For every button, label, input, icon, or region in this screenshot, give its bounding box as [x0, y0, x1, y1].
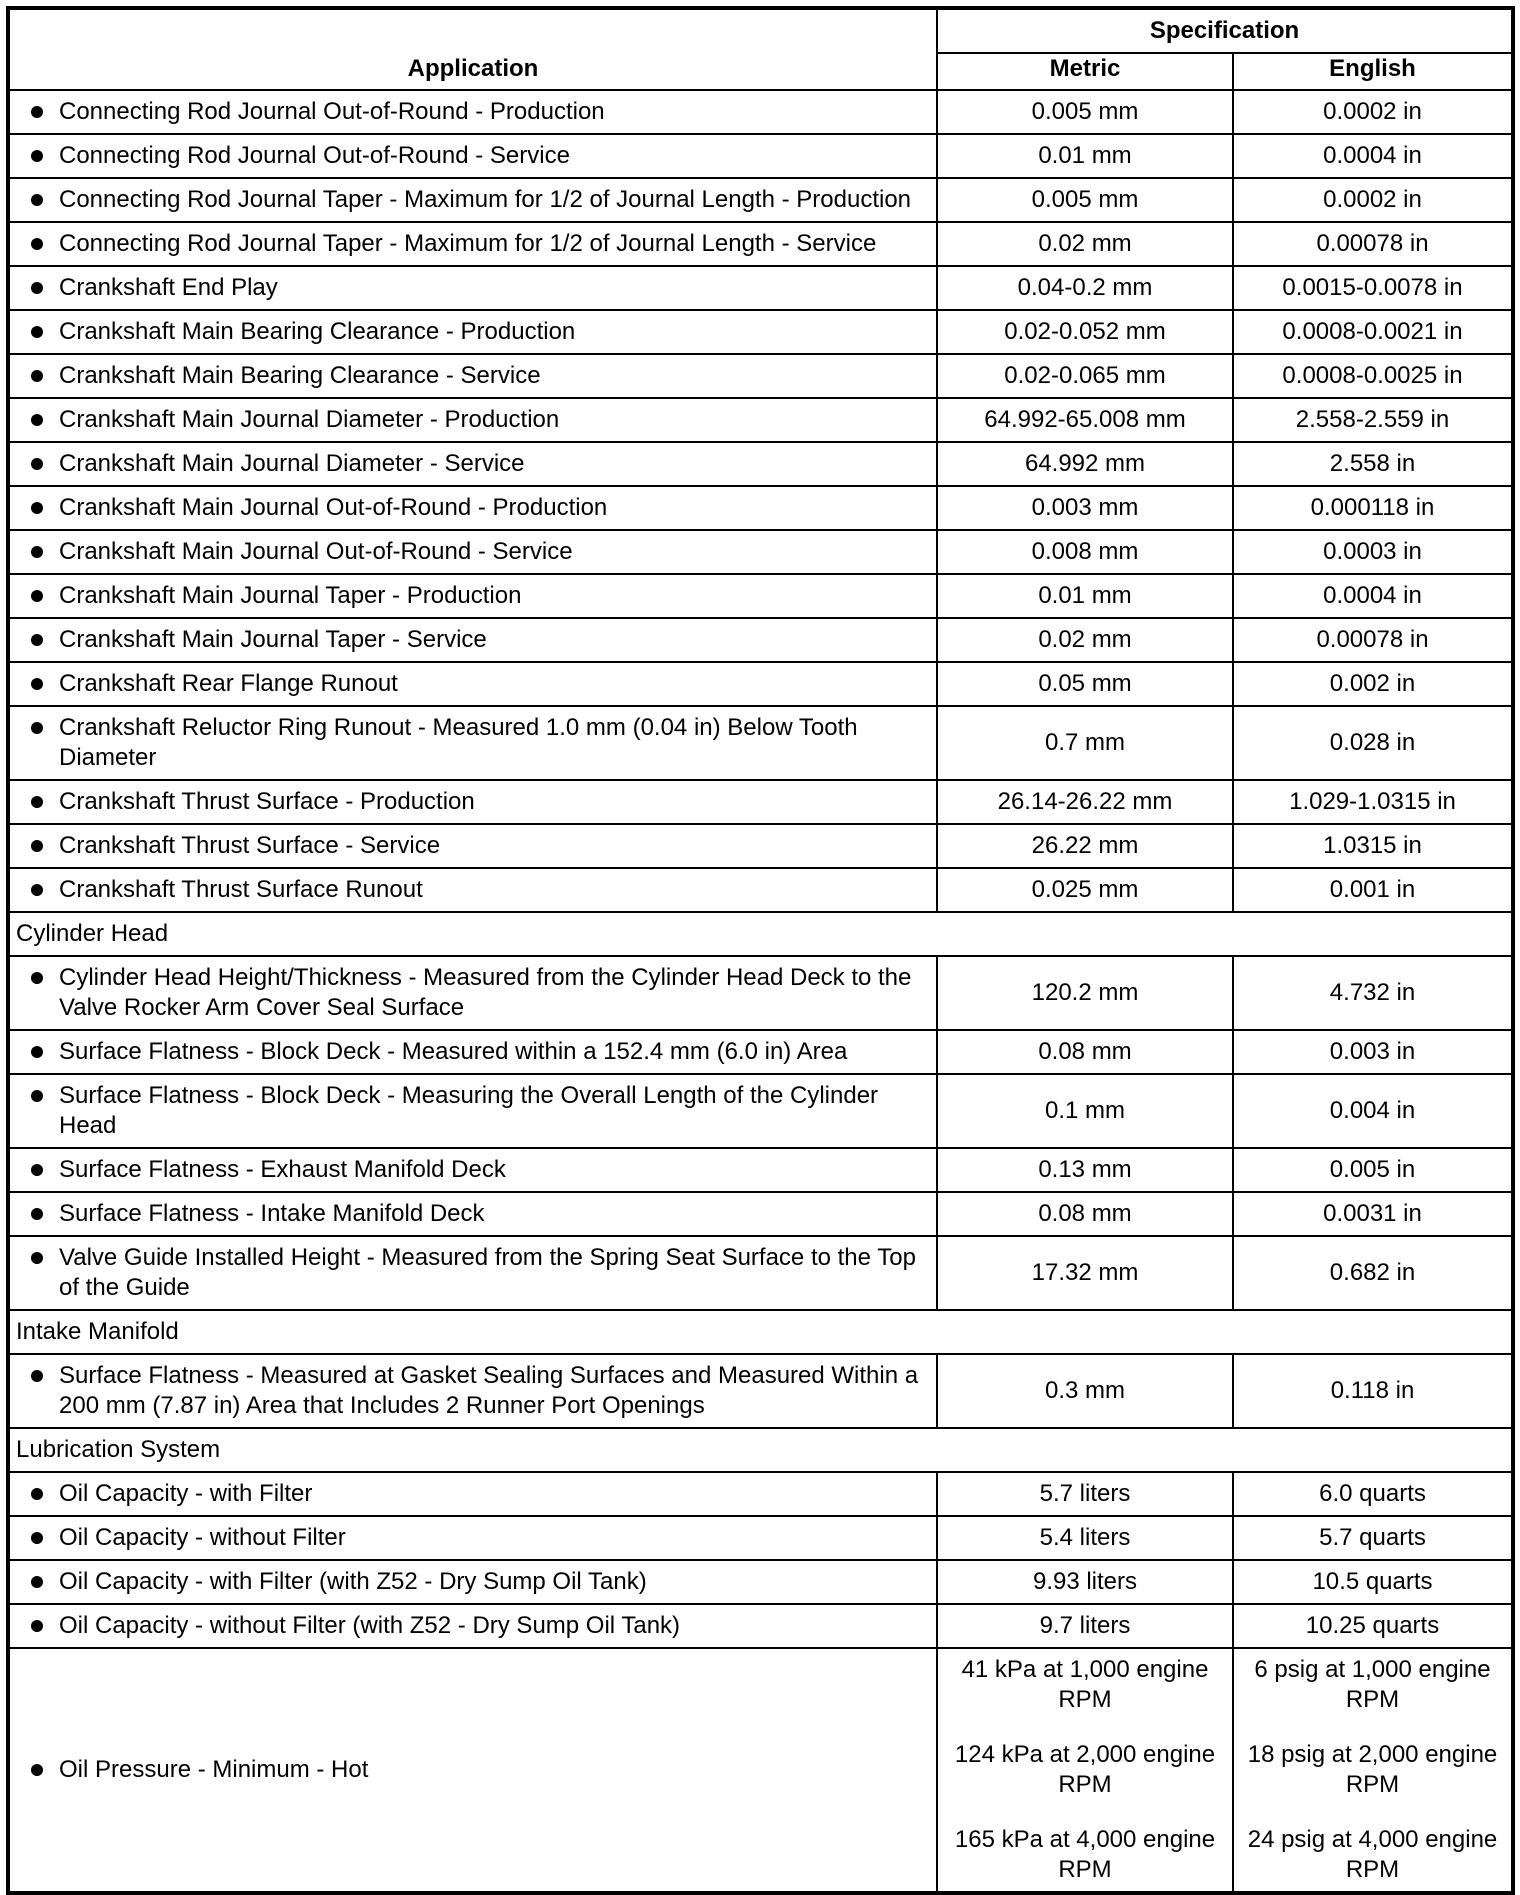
english-value-cell: 4.732 in: [1233, 956, 1513, 1030]
metric-value-cell: [937, 1648, 1233, 1893]
section-heading: Lubrication System: [8, 1428, 1513, 1472]
bullet-icon: [31, 150, 43, 162]
application-cell: [8, 1236, 937, 1310]
english-value-cell: 5.7 quarts: [1233, 1516, 1513, 1560]
table-row: [8, 618, 1513, 662]
table-row: [8, 1192, 1513, 1236]
application-cell: [8, 354, 937, 398]
application-text: Crankshaft Main Journal Taper - Production: [59, 582, 522, 609]
application-cell: [8, 1354, 937, 1428]
table-row: [8, 1516, 1513, 1560]
bullet-icon: [31, 634, 43, 646]
application-cell: [8, 1192, 937, 1236]
table-row: [8, 530, 1513, 574]
metric-value-cell: 26.14-26.22 mm: [937, 780, 1233, 824]
section-heading: Intake Manifold: [8, 1310, 1513, 1354]
table-body: [8, 90, 1513, 1893]
application-cell: [8, 574, 937, 618]
english-value-cell: 10.25 quarts: [1233, 1604, 1513, 1648]
metric-value-cell: 64.992-65.008 mm: [937, 398, 1233, 442]
application-text: Crankshaft Reluctor Ring Runout - Measured 1.0 mm (0.04 in) Below Tooth Diameter: [59, 714, 858, 771]
english-value-cell: 0.002 in: [1233, 662, 1513, 706]
application-text: Surface Flatness - Block Deck - Measuring the Overall Length of the Cylinder Head: [59, 1082, 879, 1139]
application-cell: [8, 706, 937, 780]
bullet-icon: [31, 590, 43, 602]
english-value-line: 24 psig at 4,000 engine RPM: [1247, 1826, 1498, 1883]
table-row: [8, 90, 1513, 134]
application-cell: [8, 134, 937, 178]
english-value-cell: 0.00078 in: [1233, 618, 1513, 662]
application-text: Oil Pressure - Minimum - Hot: [59, 1756, 369, 1783]
english-value-cell: 0.0031 in: [1233, 1192, 1513, 1236]
metric-value-cell: 0.1 mm: [937, 1074, 1233, 1148]
english-value-cell: 0.005 in: [1233, 1148, 1513, 1192]
bullet-icon: [31, 1252, 43, 1264]
header-english: English: [1233, 53, 1513, 90]
bullet-icon: [31, 840, 43, 852]
english-value-line: 6 psig at 1,000 engine RPM: [1254, 1656, 1491, 1713]
english-value-cell: 2.558-2.559 in: [1233, 398, 1513, 442]
bullet-icon: [31, 502, 43, 514]
section-row: [8, 1428, 1513, 1472]
metric-value-cell: 0.08 mm: [937, 1030, 1233, 1074]
section-heading: Cylinder Head: [8, 912, 1513, 956]
bullet-icon: [31, 1576, 43, 1588]
table-row: [8, 486, 1513, 530]
application-text: Connecting Rod Journal Out-of-Round - Service: [59, 142, 570, 169]
header-specification: Specification: [937, 8, 1513, 53]
bullet-icon: [31, 678, 43, 690]
english-value-cell: 0.004 in: [1233, 1074, 1513, 1148]
table-row: [8, 706, 1513, 780]
section-row: [8, 1310, 1513, 1354]
metric-value-cell: 0.05 mm: [937, 662, 1233, 706]
english-value-cell: 0.000118 in: [1233, 486, 1513, 530]
english-value-cell: [1233, 1648, 1513, 1893]
table-row: [8, 1354, 1513, 1428]
bullet-icon: [31, 884, 43, 896]
bullet-icon: [31, 194, 43, 206]
application-cell: [8, 824, 937, 868]
bullet-icon: [31, 1532, 43, 1544]
bullet-icon: [31, 414, 43, 426]
table-row: [8, 956, 1513, 1030]
metric-value-cell: 5.4 liters: [937, 1516, 1233, 1560]
application-text: Connecting Rod Journal Taper - Maximum for 1/2 of Journal Length - Production: [59, 186, 912, 213]
application-text: Oil Capacity - without Filter (with Z52 - Dry Sump Oil Tank): [59, 1612, 681, 1639]
application-text: Crankshaft Thrust Surface - Production: [59, 788, 475, 815]
bullet-icon: [31, 722, 43, 734]
metric-value-cell: 0.02 mm: [937, 618, 1233, 662]
bullet-icon: [31, 1090, 43, 1102]
table-row: [8, 1074, 1513, 1148]
metric-value-cell: 0.01 mm: [937, 134, 1233, 178]
english-value-cell: 0.0015-0.0078 in: [1233, 266, 1513, 310]
application-text: Connecting Rod Journal Out-of-Round - Production: [59, 98, 605, 125]
english-value-cell: 0.0008-0.0025 in: [1233, 354, 1513, 398]
metric-value-cell: 0.02-0.065 mm: [937, 354, 1233, 398]
table-row: [8, 1604, 1513, 1648]
metric-value-cell: 26.22 mm: [937, 824, 1233, 868]
table-row: [8, 442, 1513, 486]
table-row: [8, 266, 1513, 310]
application-cell: [8, 486, 937, 530]
application-cell: [8, 1516, 937, 1560]
metric-value-cell: 0.005 mm: [937, 90, 1233, 134]
application-cell: [8, 1560, 937, 1604]
metric-value-cell: 0.7 mm: [937, 706, 1233, 780]
application-text: Surface Flatness - Block Deck - Measured within a 152.4 mm (6.0 in) Area: [59, 1038, 848, 1065]
bullet-icon: [31, 282, 43, 294]
english-value-cell: 1.0315 in: [1233, 824, 1513, 868]
application-text: Surface Flatness - Measured at Gasket Sealing Surfaces and Measured Within a 200 mm (7.87 in) Area that Includes 2 Runner Port Openings: [59, 1362, 919, 1419]
application-text: Surface Flatness - Exhaust Manifold Deck: [59, 1156, 506, 1183]
header-application: Application: [8, 8, 937, 90]
metric-value-cell: 5.7 liters: [937, 1472, 1233, 1516]
header-row-top: [8, 8, 1513, 53]
english-value-cell: 0.003 in: [1233, 1030, 1513, 1074]
bullet-icon: [31, 1620, 43, 1632]
section-row: [8, 912, 1513, 956]
table-row: [8, 310, 1513, 354]
application-text: Crankshaft End Play: [59, 274, 278, 301]
bullet-icon: [31, 1046, 43, 1058]
english-value-cell: 0.682 in: [1233, 1236, 1513, 1310]
table-row: [8, 780, 1513, 824]
application-cell: [8, 1472, 937, 1516]
english-value-cell: 0.00078 in: [1233, 222, 1513, 266]
english-value-cell: 0.118 in: [1233, 1354, 1513, 1428]
english-value-cell: 0.0002 in: [1233, 178, 1513, 222]
table-row: [8, 574, 1513, 618]
application-text: Crankshaft Thrust Surface Runout: [59, 876, 423, 903]
metric-value-cell: 17.32 mm: [937, 1236, 1233, 1310]
application-text: Crankshaft Main Bearing Clearance - Production: [59, 318, 576, 345]
metric-value-cell: 0.005 mm: [937, 178, 1233, 222]
metric-value-line: 165 kPa at 4,000 engine RPM: [954, 1826, 1216, 1883]
bullet-icon: [31, 458, 43, 470]
metric-value-cell: 0.02 mm: [937, 222, 1233, 266]
table-row: [8, 824, 1513, 868]
table-row: [8, 222, 1513, 266]
english-value-cell: 0.028 in: [1233, 706, 1513, 780]
bullet-icon: [31, 546, 43, 558]
application-text: Crankshaft Rear Flange Runout: [59, 670, 398, 697]
application-cell: [8, 1604, 937, 1648]
table-row: [8, 398, 1513, 442]
metric-value-cell: 0.3 mm: [937, 1354, 1233, 1428]
specification-table: [6, 6, 1515, 1895]
english-value-cell: 10.5 quarts: [1233, 1560, 1513, 1604]
application-text: Crankshaft Main Journal Diameter - Production: [59, 406, 560, 433]
metric-value-cell: 0.01 mm: [937, 574, 1233, 618]
application-text: Surface Flatness - Intake Manifold Deck: [59, 1200, 485, 1227]
application-text: Crankshaft Main Journal Out-of-Round - Production: [59, 494, 608, 521]
table-row: [8, 1236, 1513, 1310]
application-text: Crankshaft Main Journal Taper - Service: [59, 626, 487, 653]
metric-value-cell: 0.02-0.052 mm: [937, 310, 1233, 354]
application-text: Crankshaft Main Journal Diameter - Service: [59, 450, 525, 477]
application-cell: [8, 1030, 937, 1074]
application-cell: [8, 1148, 937, 1192]
metric-value-line: 124 kPa at 2,000 engine RPM: [954, 1741, 1216, 1798]
application-text: Oil Capacity - with Filter (with Z52 - Dry Sump Oil Tank): [59, 1568, 647, 1595]
application-text: Oil Capacity - without Filter: [59, 1524, 346, 1551]
english-value-line: 18 psig at 2,000 engine RPM: [1247, 1741, 1498, 1798]
table-row: [8, 868, 1513, 912]
bullet-icon: [31, 796, 43, 808]
application-cell: [8, 442, 937, 486]
bullet-icon: [31, 972, 43, 984]
table-row: [8, 662, 1513, 706]
metric-value-cell: 0.008 mm: [937, 530, 1233, 574]
metric-value-cell: 9.93 liters: [937, 1560, 1233, 1604]
metric-value-cell: 0.003 mm: [937, 486, 1233, 530]
bullet-icon: [31, 370, 43, 382]
application-text: Cylinder Head Height/Thickness - Measured from the Cylinder Head Deck to the Valve Rocker Arm Cover Seal Surface: [59, 964, 912, 1021]
application-cell: [8, 398, 937, 442]
metric-value-cell: 64.992 mm: [937, 442, 1233, 486]
application-cell: [8, 868, 937, 912]
english-value-cell: 1.029-1.0315 in: [1233, 780, 1513, 824]
bullet-icon: [31, 1764, 43, 1776]
english-value-cell: 0.0002 in: [1233, 90, 1513, 134]
table-row: [8, 134, 1513, 178]
application-cell: [8, 178, 937, 222]
metric-value-cell: 0.025 mm: [937, 868, 1233, 912]
bullet-icon: [31, 1370, 43, 1382]
application-cell: [8, 662, 937, 706]
application-text: Connecting Rod Journal Taper - Maximum for 1/2 of Journal Length - Service: [59, 230, 877, 257]
table-row: [8, 1030, 1513, 1074]
english-value-cell: 6.0 quarts: [1233, 1472, 1513, 1516]
bullet-icon: [31, 1488, 43, 1500]
english-value-cell: 0.0008-0.0021 in: [1233, 310, 1513, 354]
application-text: Crankshaft Main Bearing Clearance - Service: [59, 362, 541, 389]
english-value-cell: 0.001 in: [1233, 868, 1513, 912]
english-value-cell: 0.0004 in: [1233, 134, 1513, 178]
table-row: [8, 178, 1513, 222]
metric-value-cell: 0.04-0.2 mm: [937, 266, 1233, 310]
english-value-cell: 0.0003 in: [1233, 530, 1513, 574]
application-cell: [8, 1074, 937, 1148]
bullet-icon: [31, 238, 43, 250]
application-cell: [8, 222, 937, 266]
application-cell: [8, 266, 937, 310]
application-cell: [8, 618, 937, 662]
metric-value-cell: 9.7 liters: [937, 1604, 1233, 1648]
table-row: [8, 1648, 1513, 1893]
application-cell: [8, 780, 937, 824]
bullet-icon: [31, 326, 43, 338]
table-row: [8, 1148, 1513, 1192]
table-row: [8, 1560, 1513, 1604]
application-cell: [8, 1648, 937, 1893]
application-text: Crankshaft Thrust Surface - Service: [59, 832, 441, 859]
metric-value-cell: 0.08 mm: [937, 1192, 1233, 1236]
application-text: Valve Guide Installed Height - Measured from the Spring Seat Surface to the Top of the Guide: [59, 1244, 916, 1301]
metric-value-cell: 120.2 mm: [937, 956, 1233, 1030]
table-row: [8, 354, 1513, 398]
table-row: [8, 1472, 1513, 1516]
application-text: Oil Capacity - with Filter: [59, 1480, 313, 1507]
english-value-cell: 0.0004 in: [1233, 574, 1513, 618]
english-value-cell: 2.558 in: [1233, 442, 1513, 486]
spec-table-container: [6, 6, 1511, 1895]
application-text: Crankshaft Main Journal Out-of-Round - Service: [59, 538, 573, 565]
bullet-icon: [31, 1208, 43, 1220]
header-metric: Metric: [937, 53, 1233, 90]
application-cell: [8, 956, 937, 1030]
application-cell: [8, 310, 937, 354]
metric-value-line: 41 kPa at 1,000 engine RPM: [961, 1656, 1209, 1713]
metric-value-cell: 0.13 mm: [937, 1148, 1233, 1192]
bullet-icon: [31, 1164, 43, 1176]
application-cell: [8, 90, 937, 134]
bullet-icon: [31, 106, 43, 118]
application-cell: [8, 530, 937, 574]
